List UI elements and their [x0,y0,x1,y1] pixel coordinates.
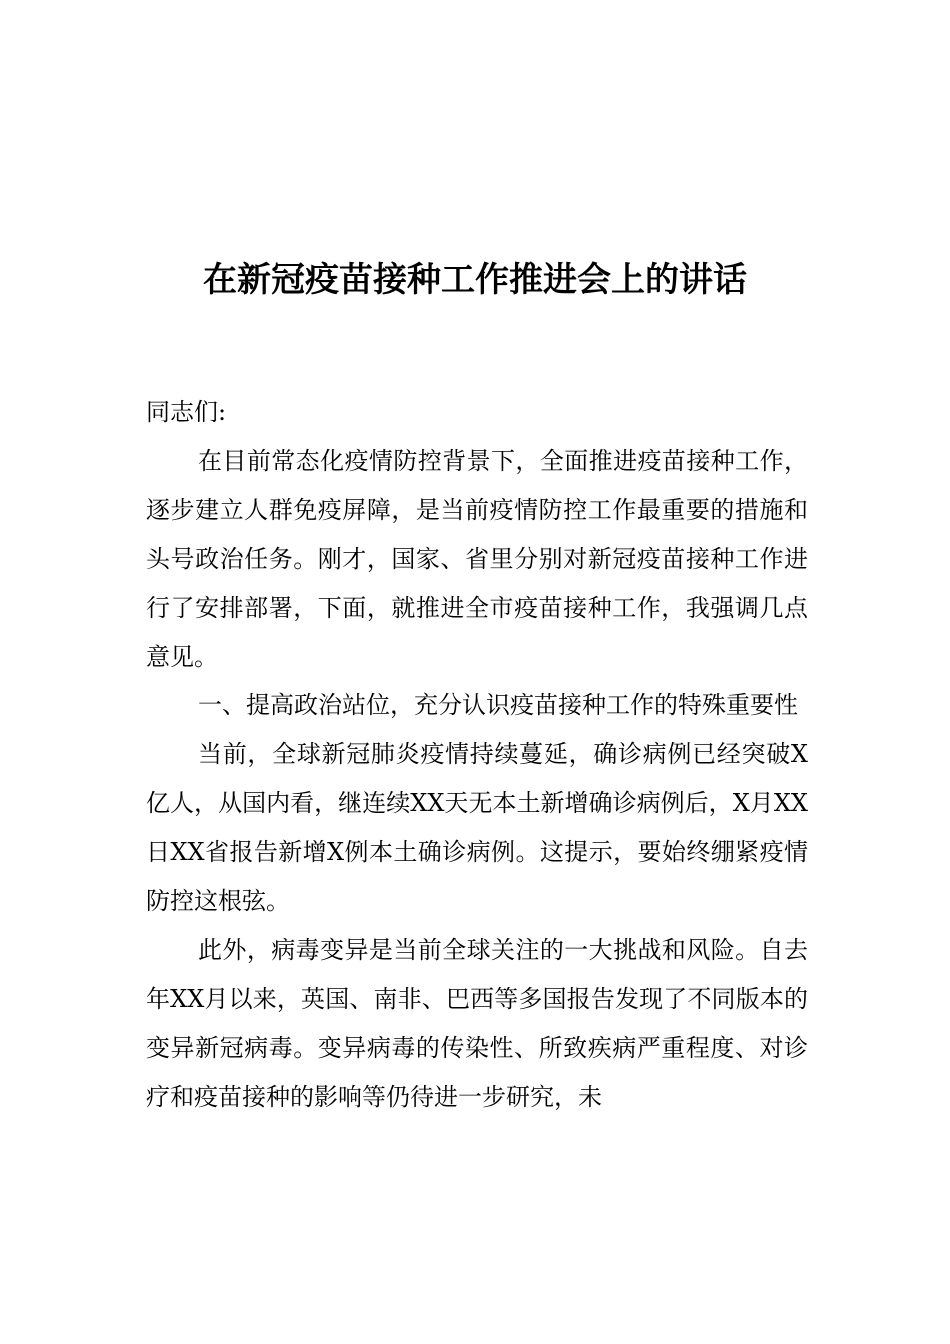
salutation: 同志们: [146,398,227,426]
paragraph: 此外，病毒变异是当前全球关注的一大挑战和风险。自去年XX月以来，英国、南非、巴西等多国报告发现了不同版本的变异新冠病毒。变异病毒的传染性、所致疾病严重程度、对诊疗和疫苗接种的影响等仍待进一步研究，未 [146,935,808,1111]
document-body [146,388,808,1122]
document-title: 在新冠疫苗接种工作推进会上的讲话 [203,260,747,300]
paragraph: 在目前常态化疫情防控背景下，全面推进疫苗接种工作，逐步建立人群免疫屏障，是当前疫情防控工作最重要的措施和头号政治任务。刚才，国家、省里分别对新冠疫苗接种工作进行了安排部署，下面，就推进全市疫苗接种工作，我强调几点意见。 [146,446,808,671]
paragraph: 当前，全球新冠肺炎疫情持续蔓延，确诊病例已经突破X亿人，从国内看，继连续XX天无本土新增确诊病例后，X月XX日XX省报告新增X例本土确诊病例。这提示，要始终绷紧疫情防控这根弦。 [146,740,808,916]
section-heading: 一、提高政治站位，充分认识疫苗接种工作的特殊重要性 [198,691,798,720]
